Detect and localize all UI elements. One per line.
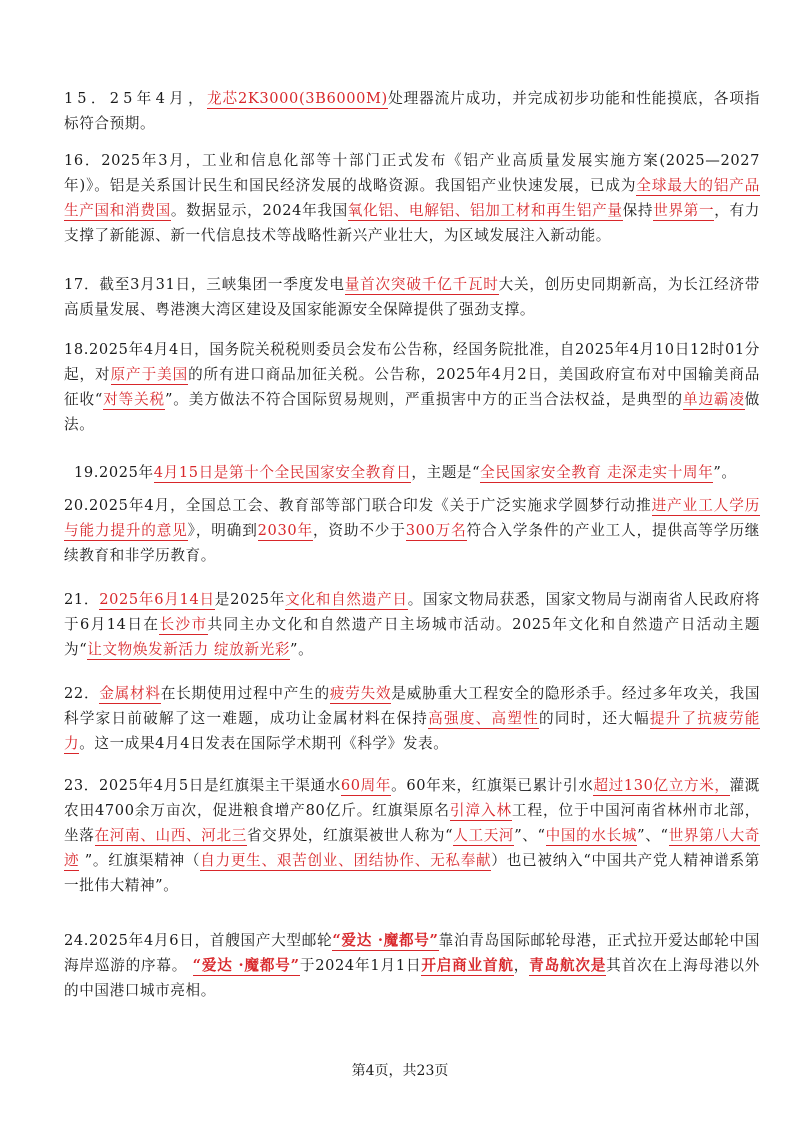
item-19 [74, 460, 760, 485]
body-text: ，主题是“ [411, 464, 481, 481]
body-text: 处理器流片成功，并完成初步功能和性能摸底，各项指标符合预期。 [64, 90, 760, 132]
highlighted-text: 世界第八大奇迹 [64, 827, 761, 869]
item-22 [64, 681, 760, 756]
body-text: 。60年来，红旗渠已累计引水 [391, 777, 594, 794]
highlighted-text: 提升了抗疲劳能 力 [64, 710, 761, 752]
body-text: 是2025年 [214, 591, 286, 608]
item-21 [64, 587, 760, 662]
highlighted-text: 引漳入林 [449, 802, 512, 819]
highlighted-text: 龙芯2K3000(3B6000M) [207, 90, 388, 107]
body-text: ，有力支撑了新能源、新一代信息技术等战略性新兴产业壮大，为区域发展注入新动能。 [64, 202, 760, 244]
highlighted-text: 在河南、山西、河北三 [94, 827, 247, 844]
body-text: 19.2025年 [74, 464, 154, 481]
highlighted-text: “爱达 ·魔都号” [192, 957, 300, 974]
body-text: 》，明确到 [187, 522, 258, 539]
body-text: 15．25年4月， [64, 90, 207, 107]
page-footer: 第4页，共23页 [351, 1063, 449, 1079]
body-text: 23．2025年4月5日是红旗渠主干渠通水 [64, 777, 341, 794]
highlighted-text: 疲劳失效 [329, 685, 392, 702]
body-text: 20.2025年4月，全国总工会、教育部等部门联合印发《关于广泛实施求学圆梦行动推 [64, 497, 652, 514]
item-15 [64, 86, 760, 136]
body-text: 24.2025年4月6日，首艘国产大型邮轮 [64, 932, 333, 949]
highlighted-text: 超过130亿立方米， [593, 777, 730, 794]
highlighted-text: 全民国家安全教育 走深走实十周年 [480, 464, 714, 481]
body-text: 18.2025年4月4日，国务院关税税则委员会发布公告称，经国务院批准，自2025年4月10日12时01分起，对 [64, 341, 760, 383]
highlighted-text: 世界第一 [653, 202, 715, 219]
highlighted-text: 进产业工人学历与能力提升的意见 [64, 497, 760, 539]
body-text: 是威胁重大工程安全的隐形杀手。经过多年攻关，我国科学家日前破解了这一难题，成功让金属材料在保持 [64, 685, 761, 727]
highlighted-text: 2030年 [257, 522, 313, 539]
item-24 [64, 928, 760, 1003]
body-text: 的所有进口商品加征关税。公告称，2025年4月2日，美国政府宣布对中国输美商品征收“ [64, 366, 760, 408]
highlighted-text: 金属材料 [99, 685, 161, 702]
highlighted-text: 300万名 [405, 522, 467, 539]
body-text: 。数据显示，2024年我国 [170, 202, 348, 219]
highlighted-text: 文化和自然遗产日 [285, 591, 408, 608]
body-text: 。国家文物局获悉，国家文物局与湖南省人民政府将于6月14日在 [64, 591, 761, 633]
body-text: 22． [64, 685, 100, 702]
highlighted-text: 人工天河 [453, 827, 515, 844]
body-text: 灌溉农田4700余万亩次，促进粮食增产80亿斤。红旗渠原名 [64, 777, 760, 819]
body-text: 大关，创历史同期新高，为长江经济带高质量发展、粤港澳大湾区建设及国家能源安全保障提供了强劲支撑。 [64, 276, 760, 318]
body-text: ）也已被纳入“中国共产党人精神谱系第一批伟大精神”。 [64, 852, 760, 894]
body-text: 。这一成果4月4日发表在国际学术期刊《科学》发表。 [79, 735, 449, 752]
body-text: 在长期使用过程中产生的 [160, 685, 330, 702]
highlighted-text: 氧化铝、电解铝、铝加工材和再生铝产量 [347, 202, 623, 219]
highlighted-text: “爱达 ·魔都号” [332, 932, 439, 949]
highlighted-text: 让文物焕发新活力 绽放新光彩 [87, 641, 291, 658]
highlighted-text: 对等关税 [102, 391, 165, 408]
body-text: 做法。 [64, 391, 760, 433]
body-text: 的同时，还大幅 [538, 710, 650, 727]
body-text: 16．2025年3月，工业和信息化部等十部门正式发布《铝产业高质量发展实施方案(2025—2027年)》。铝是关系国计民生和国民经济发展的战略资源。我国铝产业快速发展，已成为 [64, 152, 760, 194]
item-20 [64, 493, 760, 568]
body-text: 靠泊青岛国际邮轮母港，正式拉开爱达邮轮中国海岸巡游的序幕。 [64, 932, 760, 974]
item-17 [64, 272, 760, 322]
body-text: ”。红旗渠精神（ [79, 852, 201, 869]
highlighted-text: 高强度、高塑性 [428, 710, 539, 727]
highlighted-text: 单边霸凌 [683, 391, 745, 408]
highlighted-text: 量首次突破千亿千瓦时 [344, 276, 499, 293]
item-23 [64, 773, 760, 898]
highlighted-text: 开启商业首航 [421, 957, 514, 974]
highlighted-text: 全球最大的铝产品生产国和消费国 [64, 177, 760, 219]
body-text: ，资助不少于 [312, 522, 406, 539]
body-text: ”、“ [514, 827, 546, 844]
highlighted-text: 青岛航次是 [529, 957, 607, 974]
body-text: 保持 [622, 202, 654, 219]
highlighted-text: 4月15日是第十个全民国家安全教育日 [153, 464, 412, 481]
body-text: ”、“ [637, 827, 669, 844]
body-text: ， [513, 957, 530, 974]
body-text: 于2024年1月1日 [299, 957, 422, 974]
highlighted-text: 原产于美国 [110, 366, 189, 383]
highlighted-text: 中国的水长城 [545, 827, 638, 844]
item-18 [64, 337, 760, 437]
body-text: ”。 [290, 641, 314, 658]
highlighted-text: 长沙市 [159, 616, 208, 633]
highlighted-text: 2025年6月14日 [99, 591, 215, 608]
body-text: 21． [64, 591, 100, 608]
body-text: 17．截至3月31日，三峡集团一季度发电 [64, 276, 345, 293]
body-text: 省交界处，红旗渠被世人称为“ [246, 827, 454, 844]
highlighted-text: 自力更生、艰苦创业、团结协作、无私奉献 [200, 852, 492, 869]
body-text: ”。 [713, 464, 737, 481]
highlighted-text: 60周年 [340, 777, 392, 794]
body-text: ”。美方做法不符合国际贸易规则，严重损害中方的正当合法权益，是典型的 [165, 391, 684, 408]
body-text: 工程，位于中国河南省林州市北部，坐落 [64, 802, 761, 844]
body-text: 符合入学条件的产业工人，提供高等学历继续教育和非学历教育。 [64, 522, 760, 564]
body-text: 其首次在上海母港以外的中国港口城市亮相。 [64, 957, 760, 999]
item-16 [64, 148, 760, 248]
body-text: 共同主办文化和自然遗产日主场城市活动。2025年文化和自然遗产日活动主题 为“ [64, 616, 760, 658]
